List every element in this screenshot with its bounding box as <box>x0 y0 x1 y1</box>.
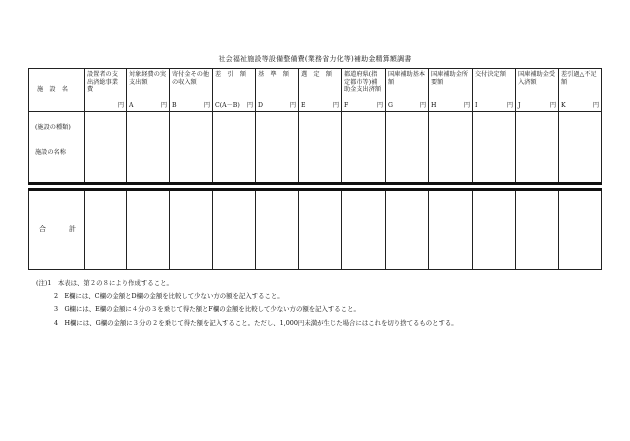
settlement-table <box>28 68 602 270</box>
header-donations <box>170 69 213 112</box>
unit-label: 円 <box>549 102 556 110</box>
note-4: 4 H欄には、G欄の金額に３分の２を乗じて得た額を記入すること。ただし、1,000円未満が生じた場合にはこれを切り捨てるものとする。 <box>54 318 458 327</box>
header-label: 国庫補助金所要額 <box>431 71 469 86</box>
unit-label: 円 <box>203 102 210 110</box>
column-code: A <box>129 102 134 110</box>
document-title: 社会福祉施設等設備整備費(業務省力化等)補助金精算額調書 <box>218 55 412 63</box>
header-national-required <box>429 69 473 112</box>
header-national-received <box>516 69 559 112</box>
header-grant-decision <box>473 69 516 112</box>
input-cell[interactable] <box>85 112 127 184</box>
input-cell[interactable] <box>256 112 299 184</box>
header-label: 国庫補助基本額 <box>388 71 426 86</box>
header-row <box>29 69 602 112</box>
total-input-cell[interactable] <box>127 190 170 270</box>
total-input-cell[interactable] <box>256 190 299 270</box>
header-label: 設置者の支出済総事業費 <box>87 71 118 94</box>
header-label: 交付決定額 <box>475 71 506 78</box>
unit-label: 円 <box>592 102 599 110</box>
header-deduction <box>213 69 256 112</box>
input-cell[interactable] <box>559 112 602 184</box>
unit-label: 円 <box>160 102 167 110</box>
input-cell[interactable] <box>213 112 256 184</box>
header-national-base <box>386 69 429 112</box>
column-code: D <box>258 102 263 110</box>
notes-section <box>36 277 458 330</box>
unit-label: 円 <box>463 102 470 110</box>
header-label: 寄付金その他の収入額 <box>172 71 210 86</box>
header-standard <box>256 69 299 112</box>
input-cell[interactable] <box>170 112 213 184</box>
header-selected <box>299 69 342 112</box>
column-code: H <box>431 102 437 110</box>
header-eligible-expense <box>127 69 170 112</box>
unit-label: 円 <box>246 102 253 110</box>
total-input-cell[interactable] <box>386 190 429 270</box>
header-facility <box>29 69 85 112</box>
input-cell[interactable] <box>299 112 342 184</box>
facility-name-label: 施設の名称 <box>35 148 66 156</box>
column-code: C(A－B) <box>215 102 240 110</box>
total-input-cell[interactable] <box>516 190 559 270</box>
facility-type-label: (施設の種類) <box>35 124 71 131</box>
note-2: 2 E欄には、C欄の金額とD欄の金額を比較して少ない方の額を記入すること。 <box>54 292 284 301</box>
header-label: 選 定 額 <box>301 71 332 78</box>
total-input-cell[interactable] <box>473 190 516 270</box>
column-code: J <box>518 102 521 110</box>
header-prefecture-subsidy <box>342 69 386 112</box>
total-label-left: 合 <box>39 225 46 234</box>
unit-label: 円 <box>376 102 383 110</box>
unit-label: 円 <box>419 102 426 110</box>
header-surplus-deficit <box>559 69 602 112</box>
total-input-cell[interactable] <box>559 190 602 270</box>
header-label: 対象経費の実支出額 <box>129 71 167 86</box>
input-cell[interactable] <box>127 112 170 184</box>
unit-label: 円 <box>117 102 124 110</box>
column-code: E <box>301 102 306 110</box>
header-total-cost <box>85 69 127 112</box>
column-code: G <box>388 102 393 110</box>
total-cell <box>29 190 85 270</box>
note-3: 3 G欄には、E欄の金額に４分の３を乗じて得た額とF欄の金額を比較して少ない方の額を記入すること。 <box>54 305 360 314</box>
total-input-cell[interactable] <box>299 190 342 270</box>
input-cell[interactable] <box>386 112 429 184</box>
input-cell[interactable] <box>516 112 559 184</box>
unit-label: 円 <box>332 102 339 110</box>
facility-row <box>29 112 602 184</box>
header-label: 国庫補助金受入済額 <box>518 71 556 86</box>
column-code: B <box>172 102 177 110</box>
input-cell[interactable] <box>342 112 386 184</box>
column-code: I <box>475 102 478 110</box>
total-input-cell[interactable] <box>85 190 127 270</box>
unit-label: 円 <box>506 102 513 110</box>
total-input-cell[interactable] <box>170 190 213 270</box>
total-row <box>29 190 602 270</box>
column-code: K <box>561 102 566 110</box>
header-label: 基 準 額 <box>258 71 289 78</box>
facility-cell <box>29 112 85 184</box>
input-cell[interactable] <box>473 112 516 184</box>
unit-label: 円 <box>289 102 296 110</box>
header-label: 施 設 名 <box>37 86 68 94</box>
input-cell[interactable] <box>429 112 473 184</box>
total-input-cell[interactable] <box>429 190 473 270</box>
header-label: 差 引 額 <box>215 71 246 78</box>
total-label-right: 計 <box>69 225 76 234</box>
header-label: 差引過△不足額 <box>561 71 597 86</box>
total-input-cell[interactable] <box>213 190 256 270</box>
column-code: F <box>344 102 349 110</box>
note-1: (注)1 本表は、第２の８により作成すること。 <box>36 279 173 287</box>
total-input-cell[interactable] <box>342 190 386 270</box>
header-label: 都道府県(指定都市等)補助金支出済額 <box>344 71 382 94</box>
